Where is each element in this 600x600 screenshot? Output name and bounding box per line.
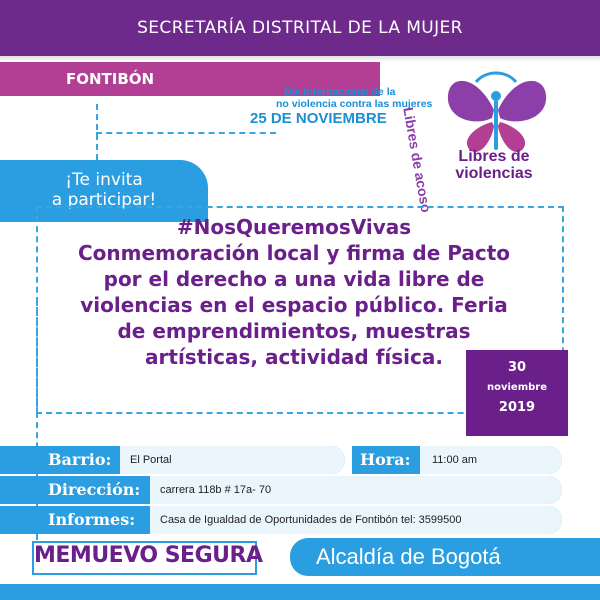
logo-text-violencias: Libres de violencias [455,148,533,182]
header-title: SECRETARÍA DISTRITAL DE LA MUJER [137,18,463,38]
main-text [44,214,544,370]
page-header [0,0,600,56]
libres-logo [400,70,566,214]
hora-value: 11:00 am [432,454,478,466]
informes-value: Casa de Igualdad de Oportunidades de Fontibón tel: 3599500 [160,514,462,526]
main-line: artísticas, actividad física. [145,345,443,369]
main-line: Conmemoración local y firma de Pacto [77,241,511,265]
main-line: por el derecho a una vida libre de [103,267,485,291]
event-date-tag [466,350,568,436]
event-banner-line2: no violencia contra las mujeres [276,98,433,110]
invite-line2: a participar! [51,190,157,210]
direccion-value: carrera 118b # 17a- 70 [160,484,272,496]
main-line: violencias en el espacio público. Feria [80,293,508,317]
informes-label: Informes: [48,510,136,529]
main-hashtag: #NosQueremosVivas [176,215,412,239]
invite-line1: ¡Te invita [65,170,143,190]
locality-name: FONTIBÓN [66,70,155,88]
hora-label: Hora: [360,450,411,469]
event-year: 2019 [498,400,536,415]
locality-tab [0,62,230,96]
logo-text-acoso: Libres de acoso [400,106,435,214]
direccion-label: Dirección: [48,480,141,499]
bottom-strip [0,584,600,600]
alcaldia-text: Alcaldía de Bogotá [316,544,501,569]
barrio-value: El Portal [130,454,172,466]
brand-logo: MEMUEVO SEGURA [34,543,263,568]
main-line: de emprendimientos, muestras [117,319,471,343]
event-day: 30 [507,360,527,375]
alcaldia-band [290,538,600,576]
connector-line [96,104,98,160]
barrio-label: Barrio: [48,450,112,469]
event-banner-date: 25 DE NOVIEMBRE [250,110,387,127]
event-banner-line1: Día Internacional de la [284,86,396,98]
connector-line [96,132,276,134]
event-month: noviembre [486,382,547,393]
